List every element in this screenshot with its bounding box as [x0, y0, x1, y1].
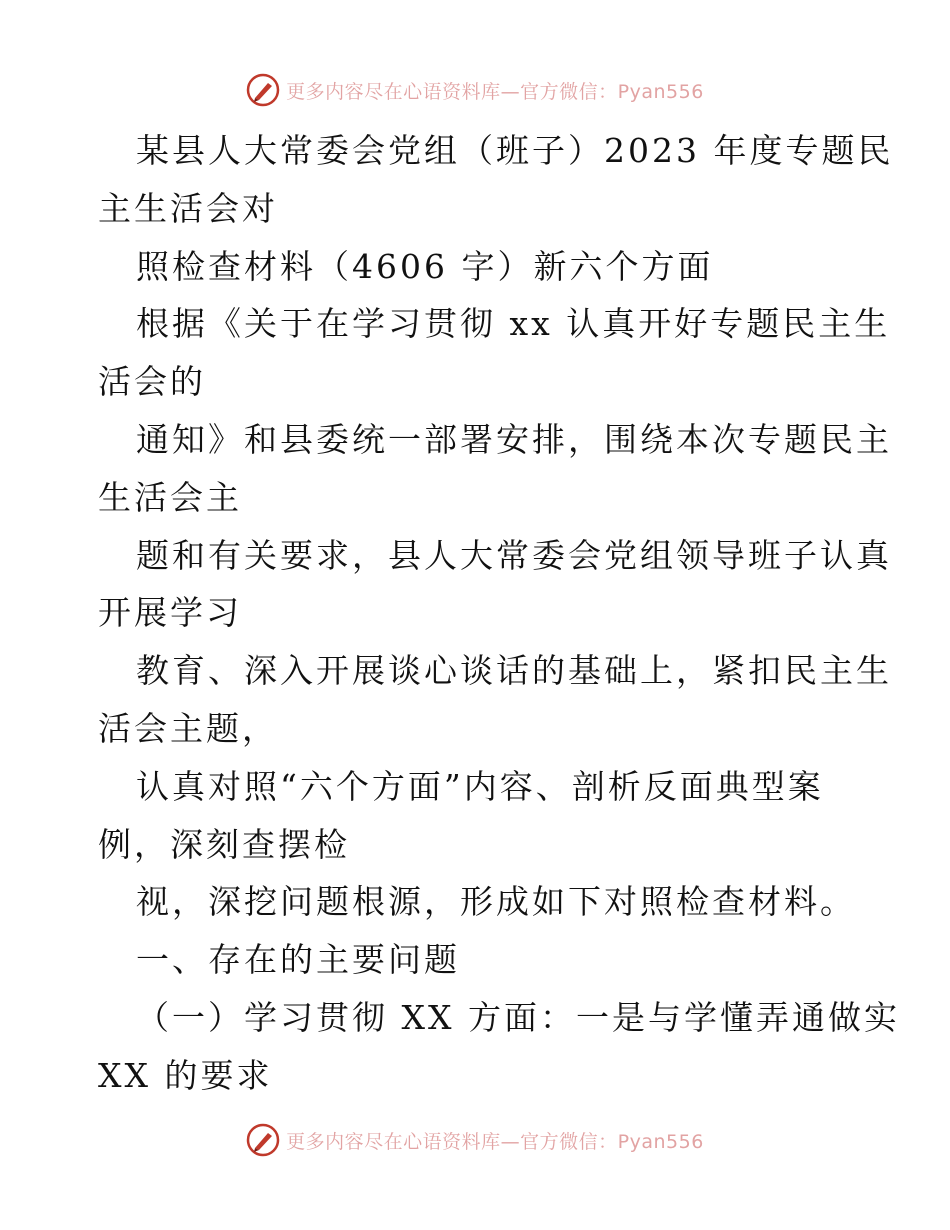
text-line: 开展学习 — [98, 593, 242, 633]
text-line: 例，深刻查摆检 — [98, 824, 350, 864]
watermark-text: 更多内容尽在心语资料库—官方微信：Pyan556 — [286, 1130, 704, 1153]
watermark-header — [0, 70, 950, 110]
text-line: 活会主题， — [98, 708, 278, 748]
pen-seal-icon — [246, 1123, 280, 1157]
text-line: 认真对照“六个方面”内容、剖析反面典型案 — [136, 766, 824, 806]
text-line: 某县人大常委会党组（班子）2023 年度专题民 — [136, 131, 894, 170]
text-line: 根据《关于在学习贯彻 xx 认真开好专题民主生 — [136, 304, 891, 344]
section-heading: 一、存在的主要问题 — [136, 940, 460, 980]
text-line: （一）学习贯彻 XX 方面：一是与学懂弄通做实 — [136, 997, 900, 1037]
text-line: XX 的要求 — [98, 1055, 273, 1095]
text-line: 照检查材料（4606 字）新六个方面 — [136, 246, 714, 286]
pen-seal-icon — [246, 73, 280, 107]
watermark-footer — [0, 1120, 950, 1160]
text-line: 活会的 — [98, 362, 206, 402]
document-body — [98, 122, 900, 1105]
text-line: 视，深挖问题根源，形成如下对照检查材料。 — [136, 882, 856, 922]
text-line: 生活会主 — [98, 477, 242, 517]
watermark-text: 更多内容尽在心语资料库—官方微信：Pyan556 — [286, 80, 704, 103]
text-line: 主生活会对 — [98, 188, 278, 228]
text-line: 教育、深入开展谈心谈话的基础上，紧扣民主生 — [136, 651, 892, 691]
text-line: 通知》和县委统一部署安排，围绕本次专题民主 — [136, 419, 892, 459]
text-line: 题和有关要求，县人大常委会党组领导班子认真 — [136, 535, 892, 575]
